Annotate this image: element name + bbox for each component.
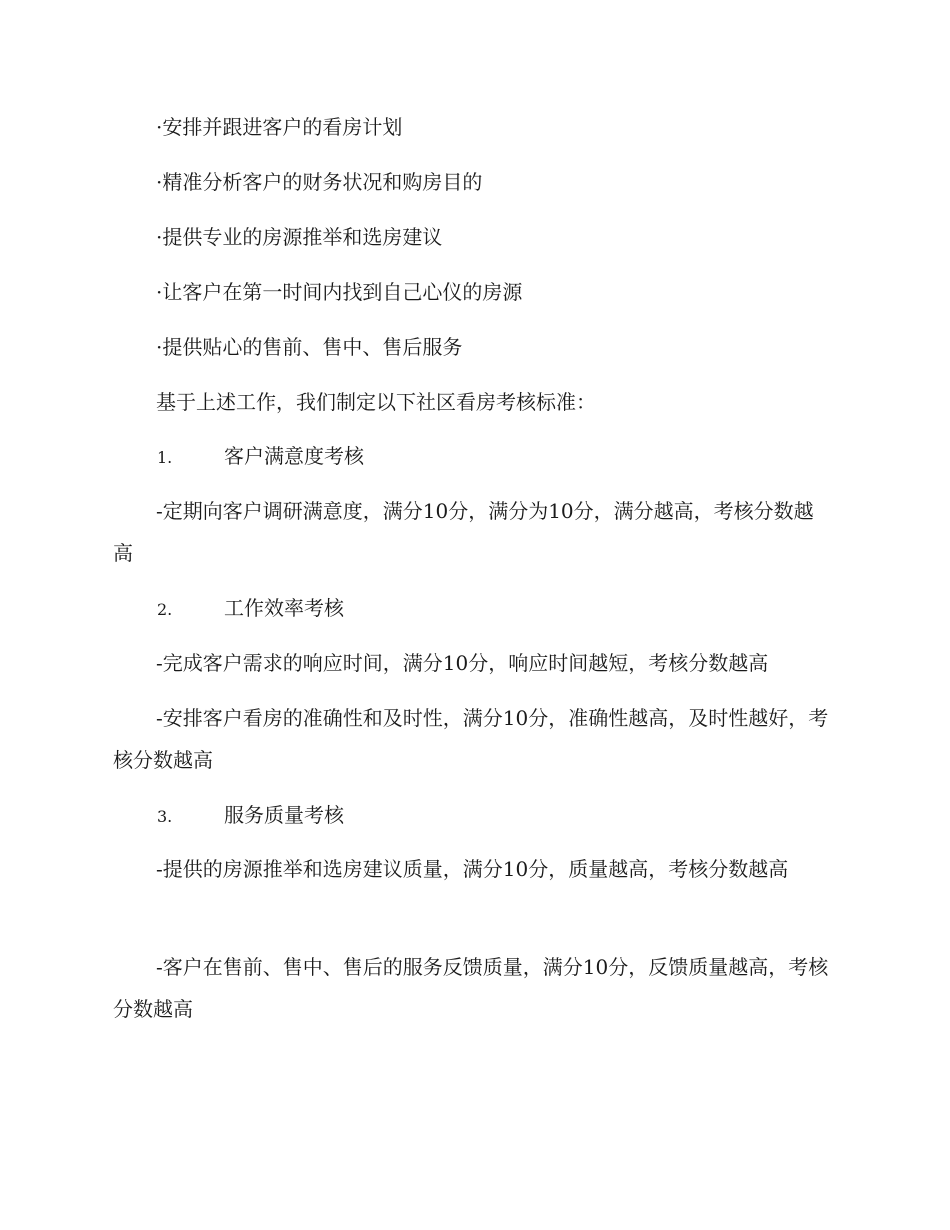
bullet-item: ·提供专业的房源推举和选房建议 bbox=[156, 225, 443, 249]
section-heading bbox=[157, 794, 344, 838]
criterion-item: -安排客户看房的准确性和及时性，满分10分，准确性越高，及时性越好，考核分数越高 bbox=[113, 706, 829, 772]
section-number: 1. bbox=[157, 448, 173, 467]
criterion-item: -客户在售前、售中、售后的服务反馈质量，满分10分，反馈质量越高，考核分数越高 bbox=[113, 955, 829, 1021]
bullet-item: ·让客户在第一时间内找到自己心仪的房源 bbox=[156, 280, 523, 304]
bullet-item: ·精准分析客户的财务状况和购房目的 bbox=[156, 170, 483, 194]
section-title: 客户满意度考核 bbox=[224, 444, 364, 468]
criterion-item: -完成客户需求的响应时间，满分10分，响应时间越短，考核分数越高 bbox=[156, 651, 769, 675]
section-heading bbox=[157, 435, 364, 479]
section-title: 服务质量考核 bbox=[224, 803, 344, 827]
bullet-item: ·提供贴心的售前、售中、售后服务 bbox=[156, 335, 463, 359]
intro-paragraph: 基于上述工作，我们制定以下社区看房考核标准： bbox=[156, 390, 596, 414]
criterion-item: -定期向客户调研满意度，满分10分，满分为10分，满分越高，考核分数越高 bbox=[113, 499, 814, 565]
section-title: 工作效率考核 bbox=[224, 596, 344, 620]
criterion-item: -提供的房源推举和选房建议质量，满分10分，质量越高，考核分数越高 bbox=[156, 857, 789, 881]
section-number: 3. bbox=[157, 807, 173, 826]
section-heading bbox=[157, 587, 344, 631]
section-number: 2. bbox=[157, 600, 173, 619]
bullet-item: ·安排并跟进客户的看房计划 bbox=[156, 115, 403, 139]
